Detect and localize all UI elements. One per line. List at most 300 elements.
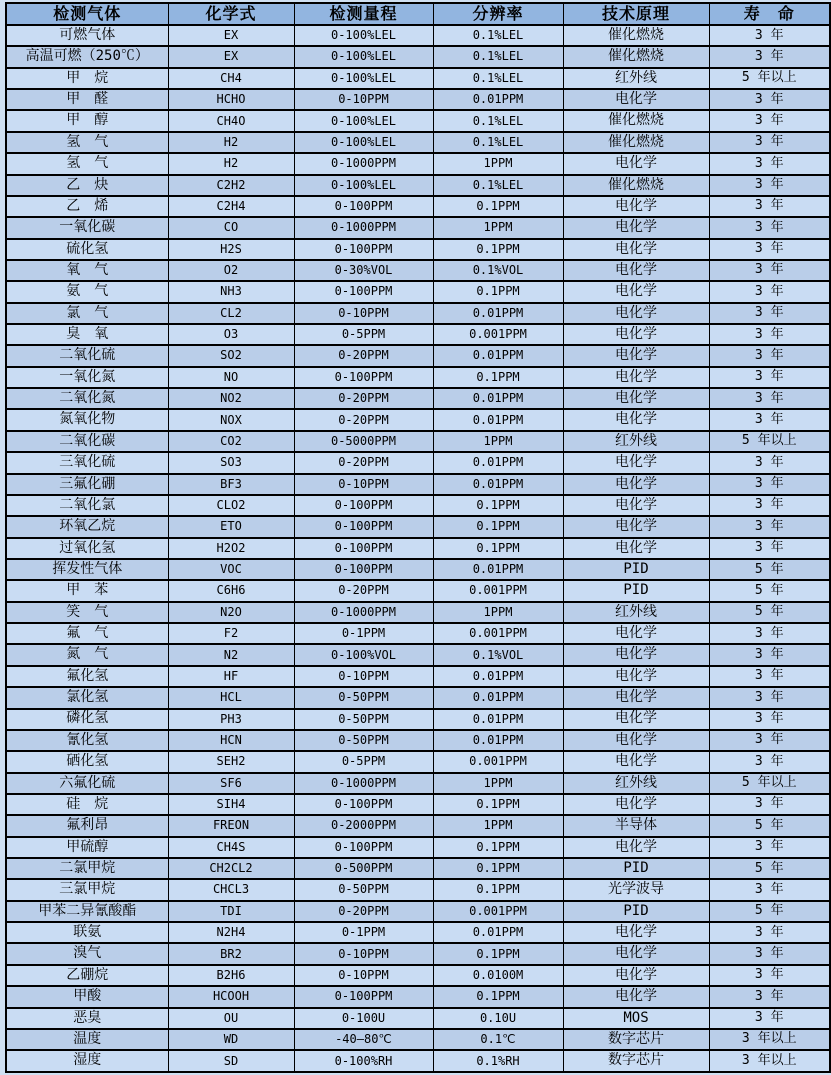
resolution-cell: 0.1PPM: [433, 239, 563, 260]
principle-cell: 电化学: [563, 303, 709, 324]
gas-name-cell: 臭 氧: [6, 324, 168, 345]
lifespan-cell: 3 年: [709, 260, 830, 281]
principle-cell: 电化学: [563, 965, 709, 986]
lifespan-cell: 3 年以上: [709, 1029, 830, 1050]
lifespan-cell: 3 年: [709, 538, 830, 559]
formula-cell: NO2: [168, 388, 294, 409]
table-row: [6, 687, 830, 708]
range-cell: 0-100PPM: [294, 986, 433, 1007]
lifespan-cell: 3 年: [709, 281, 830, 302]
gas-name-cell: 氟利昂: [6, 815, 168, 836]
principle-cell: 电化学: [563, 345, 709, 366]
resolution-cell: 0.01PPM: [433, 409, 563, 430]
formula-cell: CLO2: [168, 495, 294, 516]
lifespan-cell: 3 年: [709, 474, 830, 495]
table-row: [6, 68, 830, 89]
resolution-cell: 0.1PPM: [433, 858, 563, 879]
table-body: [6, 25, 830, 1072]
range-cell: 0-10PPM: [294, 89, 433, 110]
table-row: [6, 452, 830, 473]
resolution-cell: 0.1%VOL: [433, 644, 563, 665]
range-cell: 0-10PPM: [294, 943, 433, 964]
range-cell: 0-20PPM: [294, 452, 433, 473]
table-row: [6, 879, 830, 900]
principle-cell: 催化燃烧: [563, 175, 709, 196]
formula-cell: VOC: [168, 559, 294, 580]
resolution-cell: 0.01PPM: [433, 666, 563, 687]
range-cell: 0-5PPM: [294, 751, 433, 772]
gas-name-cell: 甲 醛: [6, 89, 168, 110]
resolution-cell: 0.1PPM: [433, 367, 563, 388]
range-cell: 0-30%VOL: [294, 260, 433, 281]
resolution-cell: 0.01PPM: [433, 474, 563, 495]
principle-cell: 光学波导: [563, 879, 709, 900]
range-cell: 0-1000PPM: [294, 773, 433, 794]
formula-cell: BR2: [168, 943, 294, 964]
formula-cell: HF: [168, 666, 294, 687]
gas-name-cell: 乙硼烷: [6, 965, 168, 986]
gas-name-cell: 过氧化氢: [6, 538, 168, 559]
lifespan-cell: 3 年: [709, 388, 830, 409]
range-cell: 0-2000PPM: [294, 815, 433, 836]
gas-name-cell: 甲酸: [6, 986, 168, 1007]
table-row: [6, 1008, 830, 1029]
formula-cell: N2: [168, 644, 294, 665]
gas-name-cell: 氯 气: [6, 303, 168, 324]
table-row: [6, 602, 830, 623]
resolution-cell: 0.10U: [433, 1008, 563, 1029]
lifespan-cell: 3 年: [709, 452, 830, 473]
range-cell: 0-100%LEL: [294, 68, 433, 89]
table-row: [6, 773, 830, 794]
range-cell: 0-1PPM: [294, 623, 433, 644]
gas-name-cell: 氨 气: [6, 281, 168, 302]
resolution-cell: 0.1%LEL: [433, 110, 563, 131]
resolution-cell: 0.1PPM: [433, 538, 563, 559]
column-header: 检测量程: [294, 3, 433, 25]
table-row: [6, 538, 830, 559]
principle-cell: 电化学: [563, 474, 709, 495]
formula-cell: FREON: [168, 815, 294, 836]
table-row: [6, 559, 830, 580]
principle-cell: 红外线: [563, 431, 709, 452]
principle-cell: 红外线: [563, 68, 709, 89]
resolution-cell: 0.1PPM: [433, 196, 563, 217]
range-cell: 0-10PPM: [294, 474, 433, 495]
column-header: 技术原理: [563, 3, 709, 25]
gas-name-cell: 氟 气: [6, 623, 168, 644]
resolution-cell: 0.1%LEL: [433, 68, 563, 89]
formula-cell: CO2: [168, 431, 294, 452]
gas-name-cell: 一氧化碳: [6, 217, 168, 238]
lifespan-cell: 3 年: [709, 666, 830, 687]
table-row: [6, 367, 830, 388]
principle-cell: 电化学: [563, 89, 709, 110]
formula-cell: EX: [168, 46, 294, 67]
gas-name-cell: 恶臭: [6, 1008, 168, 1029]
gas-name-cell: 乙 烯: [6, 196, 168, 217]
gas-name-cell: 二氧化氮: [6, 388, 168, 409]
table-row: [6, 730, 830, 751]
range-cell: 0-100%LEL: [294, 110, 433, 131]
resolution-cell: 0.1%LEL: [433, 175, 563, 196]
resolution-cell: 0.01PPM: [433, 559, 563, 580]
range-cell: 0-100PPM: [294, 559, 433, 580]
principle-cell: MOS: [563, 1008, 709, 1029]
principle-cell: 电化学: [563, 922, 709, 943]
range-cell: 0-1000PPM: [294, 153, 433, 174]
formula-cell: CH2CL2: [168, 858, 294, 879]
range-cell: 0-1000PPM: [294, 217, 433, 238]
principle-cell: 数字芯片: [563, 1029, 709, 1050]
table-row: [6, 89, 830, 110]
principle-cell: 半导体: [563, 815, 709, 836]
range-cell: 0-10PPM: [294, 303, 433, 324]
principle-cell: PID: [563, 901, 709, 922]
table-row: [6, 516, 830, 537]
formula-cell: H2: [168, 153, 294, 174]
lifespan-cell: 3 年: [709, 986, 830, 1007]
principle-cell: PID: [563, 580, 709, 601]
gas-name-cell: 甲 苯: [6, 580, 168, 601]
gas-name-cell: 氢 气: [6, 153, 168, 174]
resolution-cell: 0.1PPM: [433, 495, 563, 516]
resolution-cell: 0.001PPM: [433, 901, 563, 922]
table-row: [6, 303, 830, 324]
lifespan-cell: 3 年: [709, 922, 830, 943]
gas-name-cell: 可燃气体: [6, 25, 168, 46]
formula-cell: N2H4: [168, 922, 294, 943]
principle-cell: PID: [563, 559, 709, 580]
table-row: [6, 175, 830, 196]
resolution-cell: 1PPM: [433, 773, 563, 794]
principle-cell: 催化燃烧: [563, 110, 709, 131]
principle-cell: 电化学: [563, 538, 709, 559]
table-row: [6, 580, 830, 601]
formula-cell: CH4S: [168, 837, 294, 858]
range-cell: 0-100PPM: [294, 367, 433, 388]
column-header: 检测气体: [6, 3, 168, 25]
principle-cell: 电化学: [563, 709, 709, 730]
formula-cell: NOX: [168, 409, 294, 430]
resolution-cell: 0.1%LEL: [433, 25, 563, 46]
lifespan-cell: 3 年: [709, 46, 830, 67]
principle-cell: PID: [563, 858, 709, 879]
table-row: [6, 46, 830, 67]
gas-name-cell: 温度: [6, 1029, 168, 1050]
formula-cell: WD: [168, 1029, 294, 1050]
resolution-cell: 0.1PPM: [433, 986, 563, 1007]
gas-name-cell: 湿度: [6, 1050, 168, 1072]
formula-cell: SIH4: [168, 794, 294, 815]
resolution-cell: 0.1%LEL: [433, 46, 563, 67]
lifespan-cell: 5 年: [709, 559, 830, 580]
principle-cell: 电化学: [563, 730, 709, 751]
gas-name-cell: 二氧化硫: [6, 345, 168, 366]
formula-cell: CH4: [168, 68, 294, 89]
resolution-cell: 0.01PPM: [433, 922, 563, 943]
range-cell: 0-5PPM: [294, 324, 433, 345]
resolution-cell: 0.01PPM: [433, 303, 563, 324]
gas-name-cell: 环氧乙烷: [6, 516, 168, 537]
table-row: [6, 709, 830, 730]
gas-name-cell: 三氟化硼: [6, 474, 168, 495]
formula-cell: SF6: [168, 773, 294, 794]
gas-name-cell: 甲苯二异氰酸酯: [6, 901, 168, 922]
lifespan-cell: 3 年: [709, 965, 830, 986]
lifespan-cell: 3 年: [709, 303, 830, 324]
lifespan-cell: 3 年: [709, 89, 830, 110]
principle-cell: 电化学: [563, 794, 709, 815]
lifespan-cell: 5 年: [709, 858, 830, 879]
lifespan-cell: 3 年: [709, 409, 830, 430]
formula-cell: BF3: [168, 474, 294, 495]
range-cell: -40—80℃: [294, 1029, 433, 1050]
range-cell: 0-20PPM: [294, 388, 433, 409]
lifespan-cell: 3 年以上: [709, 1050, 830, 1072]
resolution-cell: 0.01PPM: [433, 388, 563, 409]
principle-cell: 电化学: [563, 260, 709, 281]
range-cell: 0-20PPM: [294, 580, 433, 601]
resolution-cell: 0.01PPM: [433, 709, 563, 730]
principle-cell: 催化燃烧: [563, 25, 709, 46]
gas-name-cell: 六氟化硫: [6, 773, 168, 794]
resolution-cell: 0.1PPM: [433, 837, 563, 858]
lifespan-cell: 3 年: [709, 794, 830, 815]
formula-cell: B2H6: [168, 965, 294, 986]
range-cell: 0-100PPM: [294, 538, 433, 559]
table-row: [6, 345, 830, 366]
lifespan-cell: 5 年以上: [709, 68, 830, 89]
formula-cell: SO2: [168, 345, 294, 366]
formula-cell: SEH2: [168, 751, 294, 772]
resolution-cell: 1PPM: [433, 815, 563, 836]
principle-cell: 电化学: [563, 666, 709, 687]
principle-cell: 电化学: [563, 324, 709, 345]
gas-name-cell: 三氧化硫: [6, 452, 168, 473]
principle-cell: 电化学: [563, 409, 709, 430]
resolution-cell: 0.01PPM: [433, 687, 563, 708]
gas-name-cell: 磷化氢: [6, 709, 168, 730]
resolution-cell: 0.01PPM: [433, 730, 563, 751]
resolution-cell: 1PPM: [433, 217, 563, 238]
principle-cell: 电化学: [563, 153, 709, 174]
table-row: [6, 474, 830, 495]
gas-name-cell: 笑 气: [6, 602, 168, 623]
gas-name-cell: 二氯甲烷: [6, 858, 168, 879]
formula-cell: N2O: [168, 602, 294, 623]
resolution-cell: 0.1%RH: [433, 1050, 563, 1072]
principle-cell: 电化学: [563, 239, 709, 260]
table-row: [6, 666, 830, 687]
principle-cell: 电化学: [563, 687, 709, 708]
formula-cell: C2H2: [168, 175, 294, 196]
table-row: [6, 1029, 830, 1050]
range-cell: 0-20PPM: [294, 409, 433, 430]
lifespan-cell: 3 年: [709, 175, 830, 196]
lifespan-cell: 3 年: [709, 516, 830, 537]
resolution-cell: 0.1%VOL: [433, 260, 563, 281]
principle-cell: 电化学: [563, 623, 709, 644]
range-cell: 0-100PPM: [294, 516, 433, 537]
table-row: [6, 837, 830, 858]
gas-name-cell: 硒化氢: [6, 751, 168, 772]
range-cell: 0-100PPM: [294, 239, 433, 260]
range-cell: 0-20PPM: [294, 345, 433, 366]
formula-cell: TDI: [168, 901, 294, 922]
gas-sensor-table: [5, 2, 831, 1073]
lifespan-cell: 5 年: [709, 815, 830, 836]
gas-name-cell: 氧 气: [6, 260, 168, 281]
gas-name-cell: 甲 烷: [6, 68, 168, 89]
gas-name-cell: 氯化氢: [6, 687, 168, 708]
table-row: [6, 901, 830, 922]
table-row: [6, 132, 830, 153]
table-row: [6, 388, 830, 409]
lifespan-cell: 3 年: [709, 110, 830, 131]
formula-cell: NO: [168, 367, 294, 388]
formula-cell: H2O2: [168, 538, 294, 559]
principle-cell: 电化学: [563, 196, 709, 217]
lifespan-cell: 3 年: [709, 751, 830, 772]
table-row: [6, 922, 830, 943]
resolution-cell: 0.001PPM: [433, 324, 563, 345]
principle-cell: 电化学: [563, 516, 709, 537]
range-cell: 0-100PPM: [294, 495, 433, 516]
gas-name-cell: 溴气: [6, 943, 168, 964]
principle-cell: 红外线: [563, 773, 709, 794]
gas-name-cell: 乙 炔: [6, 175, 168, 196]
table-row: [6, 644, 830, 665]
column-header: 分辨率: [433, 3, 563, 25]
table-row: [6, 965, 830, 986]
formula-cell: OU: [168, 1008, 294, 1029]
resolution-cell: 0.001PPM: [433, 623, 563, 644]
formula-cell: PH3: [168, 709, 294, 730]
principle-cell: 电化学: [563, 495, 709, 516]
table-row: [6, 431, 830, 452]
gas-name-cell: 一氧化氮: [6, 367, 168, 388]
formula-cell: C6H6: [168, 580, 294, 601]
lifespan-cell: 3 年: [709, 25, 830, 46]
principle-cell: 电化学: [563, 644, 709, 665]
gas-name-cell: 三氯甲烷: [6, 879, 168, 900]
resolution-cell: 0.1PPM: [433, 281, 563, 302]
resolution-cell: 0.1PPM: [433, 879, 563, 900]
lifespan-cell: 3 年: [709, 943, 830, 964]
formula-cell: F2: [168, 623, 294, 644]
lifespan-cell: 3 年: [709, 132, 830, 153]
range-cell: 0-100PPM: [294, 794, 433, 815]
table-row: [6, 794, 830, 815]
formula-cell: O2: [168, 260, 294, 281]
principle-cell: 电化学: [563, 281, 709, 302]
range-cell: 0-100PPM: [294, 196, 433, 217]
lifespan-cell: 3 年: [709, 239, 830, 260]
range-cell: 0-100PPM: [294, 281, 433, 302]
principle-cell: 数字芯片: [563, 1050, 709, 1072]
table-row: [6, 281, 830, 302]
range-cell: 0-50PPM: [294, 687, 433, 708]
formula-cell: SD: [168, 1050, 294, 1072]
lifespan-cell: 3 年: [709, 495, 830, 516]
formula-cell: C2H4: [168, 196, 294, 217]
gas-name-cell: 氮 气: [6, 644, 168, 665]
range-cell: 0-100%LEL: [294, 25, 433, 46]
table-row: [6, 1050, 830, 1072]
range-cell: 0-500PPM: [294, 858, 433, 879]
table-row: [6, 260, 830, 281]
resolution-cell: 1PPM: [433, 602, 563, 623]
table-row: [6, 239, 830, 260]
range-cell: 0-10PPM: [294, 666, 433, 687]
lifespan-cell: 3 年: [709, 324, 830, 345]
resolution-cell: 0.01PPM: [433, 345, 563, 366]
gas-name-cell: 氢 气: [6, 132, 168, 153]
principle-cell: 电化学: [563, 751, 709, 772]
formula-cell: O3: [168, 324, 294, 345]
lifespan-cell: 3 年: [709, 217, 830, 238]
table-header: [6, 3, 830, 25]
table-row: [6, 25, 830, 46]
principle-cell: 电化学: [563, 452, 709, 473]
resolution-cell: 0.1PPM: [433, 943, 563, 964]
table-row: [6, 858, 830, 879]
formula-cell: HCOOH: [168, 986, 294, 1007]
formula-cell: SO3: [168, 452, 294, 473]
lifespan-cell: 3 年: [709, 345, 830, 366]
formula-cell: H2: [168, 132, 294, 153]
gas-name-cell: 挥发性气体: [6, 559, 168, 580]
range-cell: 0-5000PPM: [294, 431, 433, 452]
range-cell: 0-100PPM: [294, 837, 433, 858]
table-row: [6, 110, 830, 131]
principle-cell: 电化学: [563, 388, 709, 409]
resolution-cell: 0.001PPM: [433, 751, 563, 772]
header-row: [6, 3, 830, 25]
formula-cell: CL2: [168, 303, 294, 324]
gas-name-cell: 二氧化碳: [6, 431, 168, 452]
lifespan-cell: 3 年: [709, 644, 830, 665]
table-row: [6, 815, 830, 836]
resolution-cell: 0.1PPM: [433, 794, 563, 815]
table-row: [6, 943, 830, 964]
lifespan-cell: 5 年以上: [709, 773, 830, 794]
lifespan-cell: 3 年: [709, 623, 830, 644]
lifespan-cell: 3 年: [709, 367, 830, 388]
gas-name-cell: 硫化氢: [6, 239, 168, 260]
gas-name-cell: 联氨: [6, 922, 168, 943]
range-cell: 0-100%LEL: [294, 46, 433, 67]
range-cell: 0-10PPM: [294, 965, 433, 986]
principle-cell: 催化燃烧: [563, 132, 709, 153]
lifespan-cell: 3 年: [709, 709, 830, 730]
table-row: [6, 217, 830, 238]
lifespan-cell: 3 年: [709, 879, 830, 900]
formula-cell: HCL: [168, 687, 294, 708]
gas-name-cell: 氟化氢: [6, 666, 168, 687]
resolution-cell: 0.1℃: [433, 1029, 563, 1050]
formula-cell: ETO: [168, 516, 294, 537]
principle-cell: 电化学: [563, 986, 709, 1007]
range-cell: 0-100%LEL: [294, 175, 433, 196]
resolution-cell: 1PPM: [433, 431, 563, 452]
gas-name-cell: 氮氧化物: [6, 409, 168, 430]
principle-cell: 红外线: [563, 602, 709, 623]
resolution-cell: 0.001PPM: [433, 580, 563, 601]
range-cell: 0-20PPM: [294, 901, 433, 922]
lifespan-cell: 5 年: [709, 580, 830, 601]
